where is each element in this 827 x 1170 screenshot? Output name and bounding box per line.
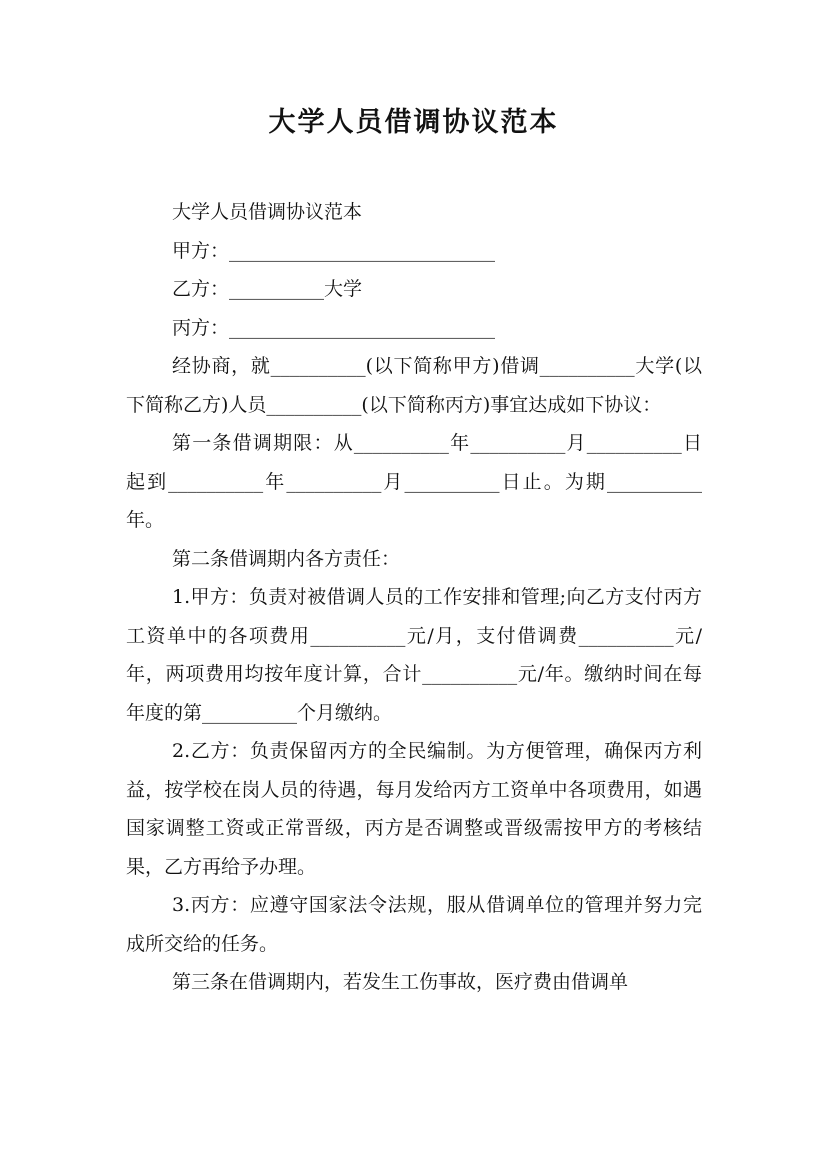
paragraph-article-2-item-2: 2.乙方：负责保留丙方的全民编制。为方便管理，确保丙方利益，按学校在岗人员的待遇，每月发给丙方工资单中各项费用，如遇国家调整工资或正常晋级，丙方是否调整或晋级需按甲方的考核结果，乙方再给予办理。 bbox=[126, 740, 702, 878]
paragraph-article-1: 第一条借调期限：从__________年__________月__________日起到__________年__________月__________日止。为期__________年。 bbox=[126, 432, 702, 531]
paragraph-agreement-intro: 经协商，就__________(以下简称甲方)借调__________大学(以下简称乙方)人员__________(以下简称丙方)事宜达成如下协议： bbox=[126, 355, 702, 416]
paragraph-subtitle: 大学人员借调协议范本 bbox=[172, 201, 363, 223]
paragraph-party-b: 乙方：__________大学 bbox=[172, 278, 363, 300]
paragraph-article-2-item-3: 3.丙方：应遵守国家法令法规，服从借调单位的管理并努力完成所交给的任务。 bbox=[126, 894, 702, 955]
paragraph-article-2: 第二条借调期内各方责任： bbox=[172, 547, 401, 570]
paragraph-party-c: 丙方：____________________________ bbox=[172, 316, 496, 339]
document-body bbox=[126, 193, 702, 1002]
document-title: 大学人员借调协议范本 bbox=[268, 107, 559, 138]
paragraph-party-a: 甲方：____________________________ bbox=[172, 239, 496, 262]
paragraph-article-2-item-1: 1.甲方：负责对被借调人员的工作安排和管理;向乙方支付丙方工资单中的各项费用__________元/月，支付借调费__________元/年，两项费用均按年度计算，合计__________元/年。缴纳时间在每年度的第__________个月缴纳。 bbox=[126, 586, 702, 724]
paragraph-article-3: 第三条在借调期内，若发生工伤事故，医疗费由借调单 bbox=[172, 971, 629, 993]
